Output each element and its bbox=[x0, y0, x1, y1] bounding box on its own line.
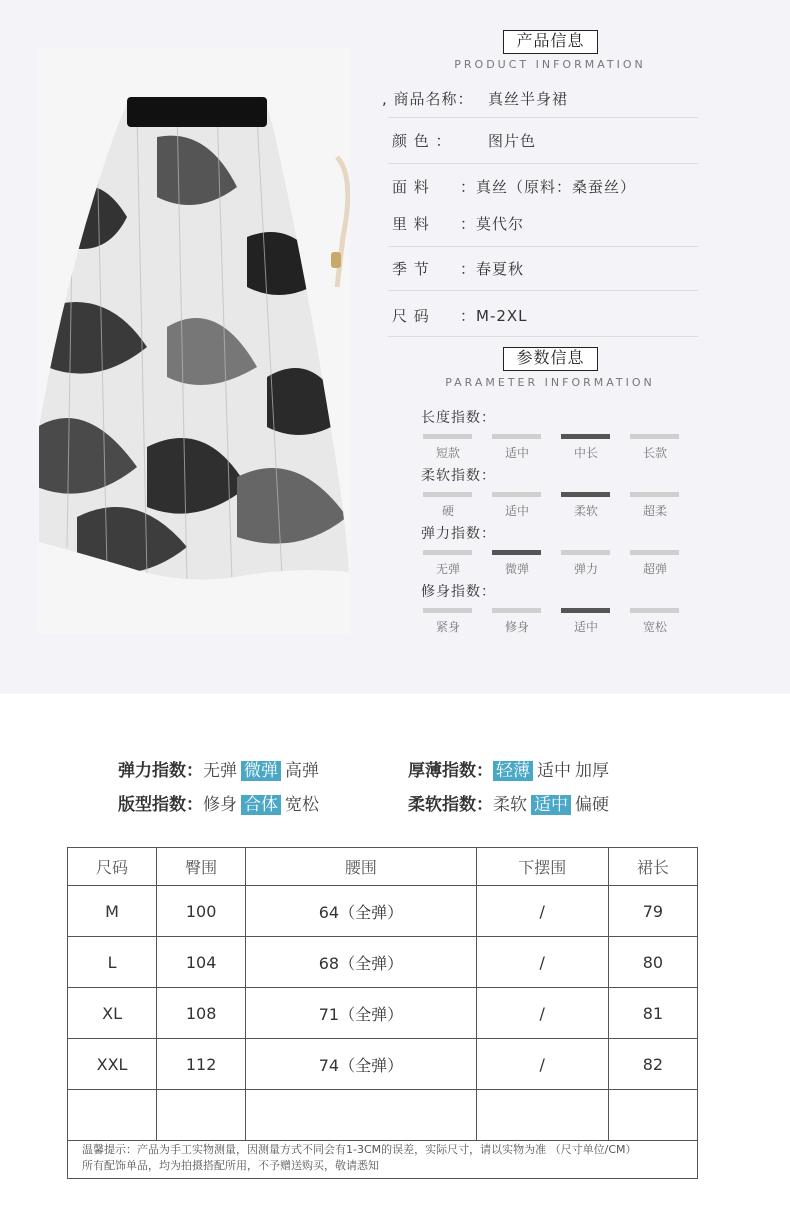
index-label: 长度指数： bbox=[421, 410, 496, 426]
index-bar bbox=[630, 492, 679, 497]
column-header: 腰围 bbox=[246, 848, 476, 886]
index-bar bbox=[492, 608, 541, 613]
index-option-label: 适中 bbox=[504, 504, 529, 518]
info-row-color bbox=[388, 130, 698, 164]
column-header: 下摆围 bbox=[476, 848, 608, 886]
info-row-lining bbox=[388, 213, 698, 247]
index-bar bbox=[423, 608, 472, 613]
table-cell: 74（全弹） bbox=[246, 1039, 476, 1090]
table-cell: 82 bbox=[608, 1039, 697, 1090]
note-line: 温馨提示：产品为手工实物测量，因测量方式不同会有1-3CM的误差，实际尺寸，请以实物为准 （尺寸单位/CM） bbox=[82, 1143, 637, 1156]
index-option-label: 超弹 bbox=[642, 562, 667, 576]
index-bar-selected bbox=[561, 434, 610, 439]
softness-option-selected: 适中 bbox=[531, 795, 571, 815]
product-info-subtitle: PRODUCT INFORMATION bbox=[454, 58, 646, 71]
info-value: 真丝半身裙 bbox=[488, 90, 569, 108]
index-option-label: 微弹 bbox=[504, 562, 529, 576]
index-bar bbox=[423, 434, 472, 439]
table-cell: XL bbox=[68, 988, 157, 1039]
index-bar bbox=[630, 608, 679, 613]
elastic-option-selected: 微弹 bbox=[241, 761, 281, 781]
table-cell bbox=[246, 1090, 476, 1141]
index-bar bbox=[630, 434, 679, 439]
fit-index-label: 版型指数： bbox=[118, 795, 203, 815]
index-option-label: 宽松 bbox=[642, 620, 667, 634]
softness-index bbox=[408, 790, 613, 815]
table-cell bbox=[68, 1090, 157, 1141]
table-cell: 104 bbox=[157, 937, 246, 988]
skirt-image bbox=[37, 47, 350, 634]
product-photo bbox=[37, 47, 350, 634]
product-info-title: 产品信息 bbox=[503, 30, 598, 54]
info-row-name bbox=[382, 88, 698, 118]
table-row bbox=[68, 1039, 698, 1090]
index-bar-selected bbox=[492, 550, 541, 555]
info-key: 颜 色 ： bbox=[392, 132, 452, 150]
table-cell: / bbox=[476, 937, 608, 988]
index-option-label: 适中 bbox=[573, 620, 598, 634]
info-key: 里 料 bbox=[392, 215, 430, 233]
table-row bbox=[68, 1090, 698, 1141]
thickness-index bbox=[408, 756, 613, 781]
divider bbox=[388, 117, 698, 118]
index-option-label: 适中 bbox=[504, 446, 529, 460]
info-key: , 商品名称： bbox=[382, 90, 474, 108]
table-cell: 79 bbox=[608, 886, 697, 937]
table-cell: XXL bbox=[68, 1039, 157, 1090]
index-option-label: 修身 bbox=[504, 620, 529, 634]
index-bar bbox=[492, 492, 541, 497]
index-label: 修身指数： bbox=[421, 584, 496, 600]
table-row bbox=[68, 886, 698, 937]
table-cell: / bbox=[476, 988, 608, 1039]
table-cell: 64（全弹） bbox=[246, 886, 476, 937]
divider bbox=[388, 163, 698, 164]
info-value: 图片色 bbox=[488, 132, 537, 150]
index-bar bbox=[492, 434, 541, 439]
index-bar bbox=[561, 550, 610, 555]
index-option-label: 长款 bbox=[642, 446, 667, 460]
softness-option: 柔软 bbox=[493, 795, 527, 815]
thickness-option: 加厚 bbox=[575, 761, 609, 781]
info-key: 尺 码 bbox=[392, 307, 430, 325]
table-cell bbox=[608, 1090, 697, 1141]
elastic-index bbox=[118, 756, 323, 781]
index-option-label: 紧身 bbox=[435, 620, 460, 634]
info-row-season bbox=[388, 258, 698, 291]
column-header: 臀围 bbox=[157, 848, 246, 886]
info-row-size bbox=[388, 305, 698, 337]
divider bbox=[388, 336, 698, 337]
info-value: ：M-2XL bbox=[460, 307, 528, 325]
fit-option-selected: 合体 bbox=[241, 795, 281, 815]
parameter-info-subtitle: PARAMETER INFORMATION bbox=[445, 376, 655, 389]
index-bar-selected bbox=[561, 608, 610, 613]
info-key: 面 料 bbox=[392, 178, 430, 196]
thickness-option-selected: 轻薄 bbox=[493, 761, 533, 781]
softness-index-label: 柔软指数： bbox=[408, 795, 493, 815]
index-option-label: 柔软 bbox=[573, 504, 598, 518]
table-header-row bbox=[68, 848, 698, 886]
elastic-option: 无弹 bbox=[203, 761, 237, 781]
divider bbox=[388, 246, 698, 247]
size-table bbox=[67, 847, 698, 1141]
column-header: 裙长 bbox=[608, 848, 697, 886]
note-line: 所有配饰单品，均为拍摄搭配所用，不予赠送购买，敬请悉知 bbox=[82, 1159, 379, 1172]
table-cell bbox=[476, 1090, 608, 1141]
fit-option: 修身 bbox=[203, 795, 237, 815]
index-bar bbox=[423, 492, 472, 497]
elastic-index-label: 弹力指数： bbox=[118, 761, 203, 781]
index-option-label: 弹力 bbox=[573, 562, 598, 576]
index-bar-selected bbox=[561, 492, 610, 497]
info-value: ：莫代尔 bbox=[460, 215, 525, 233]
info-value: ：春夏秋 bbox=[460, 260, 525, 278]
info-value: ：真丝（原料：桑蚕丝） bbox=[460, 178, 637, 196]
index-option-label: 无弹 bbox=[435, 562, 460, 576]
table-cell: M bbox=[68, 886, 157, 937]
parameter-info-title: 参数信息 bbox=[503, 347, 598, 371]
index-option-label: 硬 bbox=[441, 504, 454, 518]
softness-option: 偏硬 bbox=[575, 795, 609, 815]
table-cell: 80 bbox=[608, 937, 697, 988]
thickness-option: 适中 bbox=[537, 761, 571, 781]
index-label: 弹力指数： bbox=[421, 526, 496, 542]
fit-option: 宽松 bbox=[285, 795, 319, 815]
index-label: 柔软指数： bbox=[421, 468, 496, 484]
column-header: 尺码 bbox=[68, 848, 157, 886]
thickness-index-label: 厚薄指数： bbox=[408, 761, 493, 781]
index-option-label: 短款 bbox=[435, 446, 460, 460]
divider bbox=[388, 290, 698, 291]
index-bar bbox=[630, 550, 679, 555]
elastic-option: 高弹 bbox=[285, 761, 319, 781]
index-bar bbox=[423, 550, 472, 555]
index-option-label: 中长 bbox=[573, 446, 598, 460]
fit-index bbox=[118, 790, 323, 815]
table-cell: 100 bbox=[157, 886, 246, 937]
table-cell: 81 bbox=[608, 988, 697, 1039]
table-row bbox=[68, 937, 698, 988]
table-cell: 68（全弹） bbox=[246, 937, 476, 988]
table-cell: 112 bbox=[157, 1039, 246, 1090]
index-option-label: 超柔 bbox=[642, 504, 667, 518]
table-cell: / bbox=[476, 1039, 608, 1090]
table-cell: 108 bbox=[157, 988, 246, 1039]
info-key: 季 节 bbox=[392, 260, 430, 278]
info-row-fabric bbox=[388, 176, 698, 206]
table-cell bbox=[157, 1090, 246, 1141]
size-note bbox=[67, 1139, 698, 1179]
table-cell: / bbox=[476, 886, 608, 937]
table-cell: 71（全弹） bbox=[246, 988, 476, 1039]
table-row bbox=[68, 988, 698, 1039]
table-cell: L bbox=[68, 937, 157, 988]
